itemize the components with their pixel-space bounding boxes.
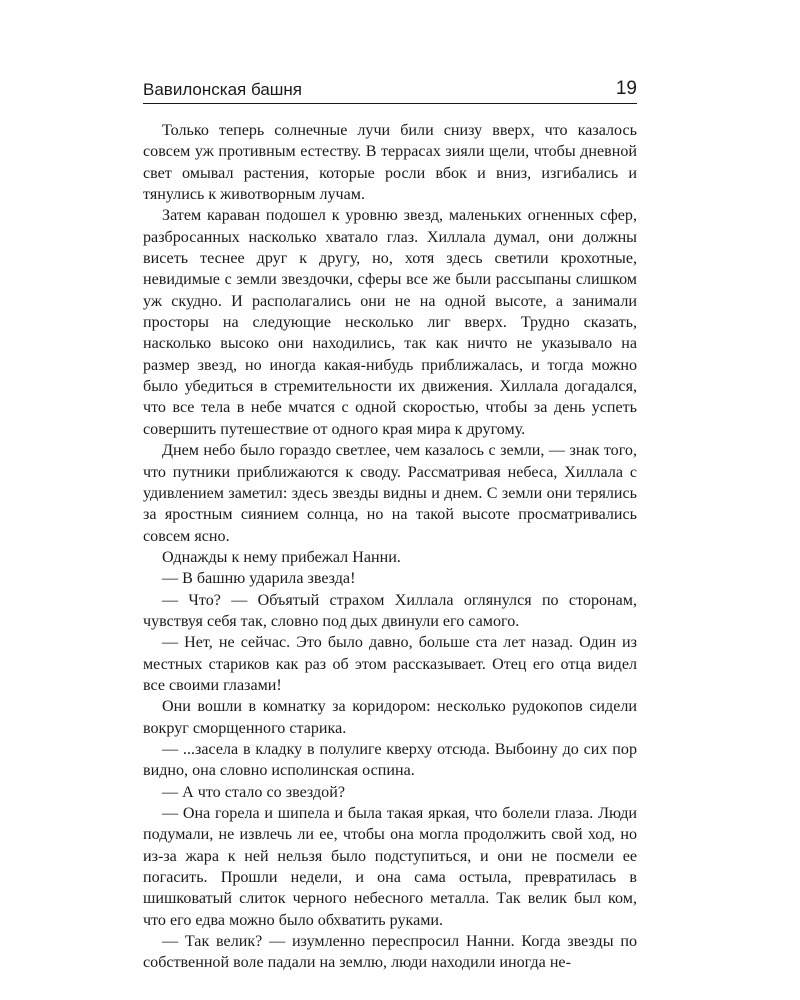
paragraph: Затем караван подошел к уровню звезд, маленьких огненных сфер, разбросанных насколько хватало глаз. Хиллала думал, они должны висеть теснее друг к другу, но, хотя здесь светили крохотные, невидимые с земли звездочки, сферы все же были рассыпаны слишком уж скудно. И располагались они не на одной высоте, а занимали просторы на следующие несколько лиг вверх. Трудно сказать, насколько высоко они находились, так как ничто не указывало на размер звезд, но иногда какая-нибудь приближалась, и тогда можно было убедиться в стремительности их движения. Хиллала догадался, что все тела в небе мчатся с одной скоростью, чтобы за день успеть совершить путешествие от одного края мира к другому. [143, 207, 637, 438]
book-page [143, 78, 637, 974]
paragraph: Только теперь солнечные лучи били снизу вверх, что казалось совсем уж противным естеству. В террасах зияли щели, чтобы дневной свет омывал растения, которые росли вбок и вниз, изгибались и тянулись к животворным лучам. [143, 122, 637, 204]
paragraph: Однажды к нему прибежал Нанни. [162, 548, 401, 566]
dialogue-line: — Так велик? — изумленно переспросил Нанни. Когда звезды по собственной воле падали на землю, люди находили иногда не- [143, 933, 637, 972]
dialogue-line: — Что? — Объятый страхом Хиллала оглянулся по сторонам, чувствуя себя так, словно под дых двинули его самого. [143, 591, 637, 630]
paragraph: Днем небо было гораздо светлее, чем казалось с земли, — знак того, что путники приближаются к своду. Рассматривая небеса, Хиллала с удивлением заметил: здесь звезды видны и днем. С земли они терялись за яростным сиянием солнца, но на такой высоте просматривались совсем ясно. [143, 442, 637, 545]
dialogue-line: — Она горела и шипела и была такая яркая, что болели глаза. Люди подумали, не извлечь ли ее, чтобы она могла продолжить свой ход, но из-за жара к ней нельзя было подступиться, и они не посмели ее погасить. Прошли недели, и она сама остыла, превратилась в шишковатый слиток черного небесного металла. Так велик был ком, что его едва можно было обхватить руками. [143, 805, 637, 929]
dialogue-line: — Нет, не сейчас. Это было давно, больше ста лет назад. Один из местных стариков как раз об этом рассказывает. Отец его отца видел все своими глазами! [143, 634, 637, 694]
page-number: 19 [615, 78, 637, 99]
running-title: Вавилонская башня [143, 80, 303, 99]
paragraph: Они вошли в комнатку за коридором: несколько рудокопов сидели вокруг сморщенного старика. [143, 698, 637, 737]
dialogue-line: — ...засела в кладку в полулиге кверху отсюда. Выбоину до сих пор видно, она словно исполинская оспина. [143, 740, 637, 780]
dialogue-line: — В башню ударила звезда! [162, 570, 356, 588]
dialogue-line: — А что стало со звездой? [162, 783, 345, 801]
running-header [143, 78, 637, 104]
body-text [143, 120, 637, 974]
